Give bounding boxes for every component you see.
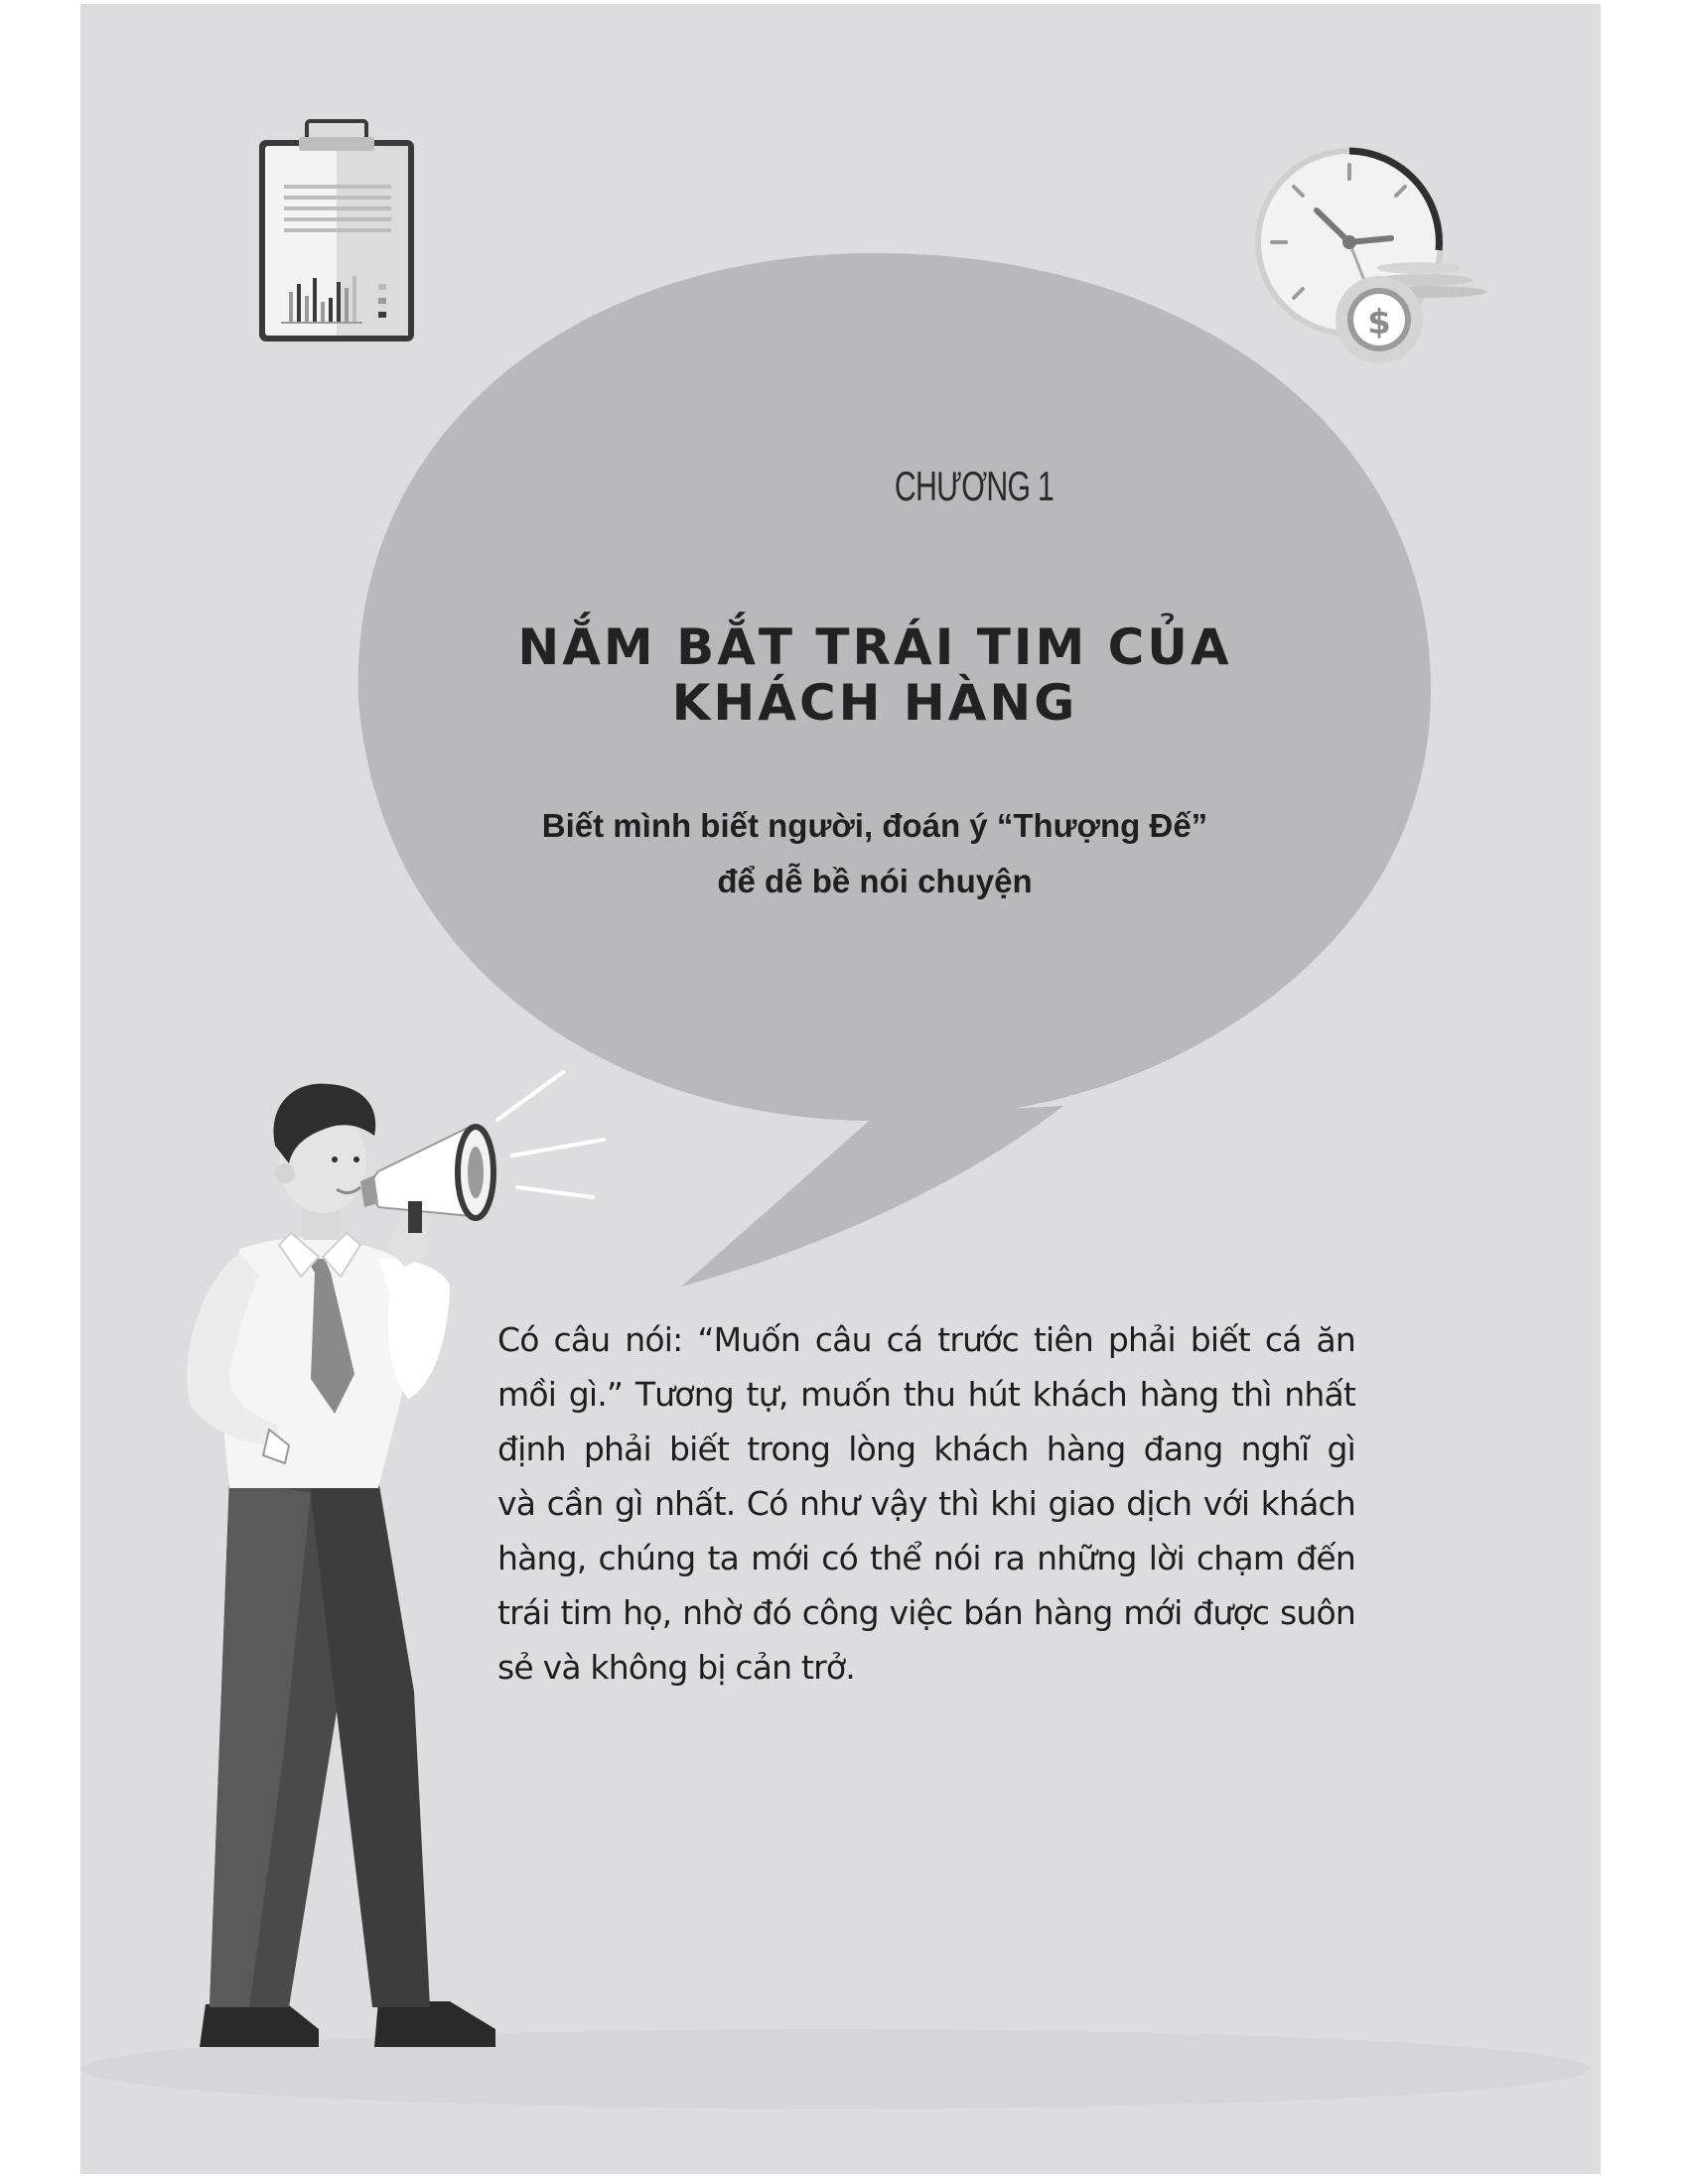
megaphone-icon — [360, 1127, 493, 1233]
speech-bubble-tail — [681, 1106, 1063, 1287]
chapter-subtitle-line: Biết mình biết người, đoán ý “Thượng Đế” — [541, 807, 1208, 844]
book-page — [80, 4, 1601, 2174]
chapter-title-line: KHÁCH HÀNG — [671, 674, 1078, 732]
businessman-megaphone-illustration — [187, 1084, 495, 2047]
chapter-label: CHƯƠNG 1 — [894, 463, 1055, 509]
svg-text:$: $ — [1367, 303, 1391, 342]
paragraph-line: hàng, chúng ta mới có thể nói ra những lời chạm đến — [497, 1539, 1355, 1577]
clock-money-icon — [1258, 151, 1486, 363]
paragraph-line: mồi gì.” Tương tự, muốn thu hút khách hàng thì nhất — [497, 1375, 1355, 1414]
chapter-subtitle-line: để dễ bề nói chuyện — [717, 863, 1033, 899]
paragraph-line: Có câu nói: “Muốn câu cá trước tiên phải biết cá ăn — [497, 1320, 1355, 1359]
chapter-title-line: NẮM BẮT TRÁI TIM CỦA — [517, 618, 1232, 676]
paragraph-line: sẻ và không bị cản trở. — [497, 1648, 855, 1687]
chapter-title — [408, 619, 1341, 731]
sound-lines — [497, 1072, 604, 1197]
paragraph-line: trái tim họ, nhờ đó công việc bán hàng mới được suôn — [497, 1593, 1355, 1632]
chapter-subtitle — [468, 798, 1282, 909]
page-illustrations — [80, 4, 1601, 2174]
clipboard-chart-icon — [259, 121, 414, 341]
paragraph-line: và cần gì nhất. Có như vậy thì khi giao dịch với khách — [497, 1484, 1355, 1523]
paragraph-line: định phải biết trong lòng khách hàng đang nghĩ gì — [497, 1430, 1355, 1468]
intro-paragraph — [497, 1312, 1355, 1695]
